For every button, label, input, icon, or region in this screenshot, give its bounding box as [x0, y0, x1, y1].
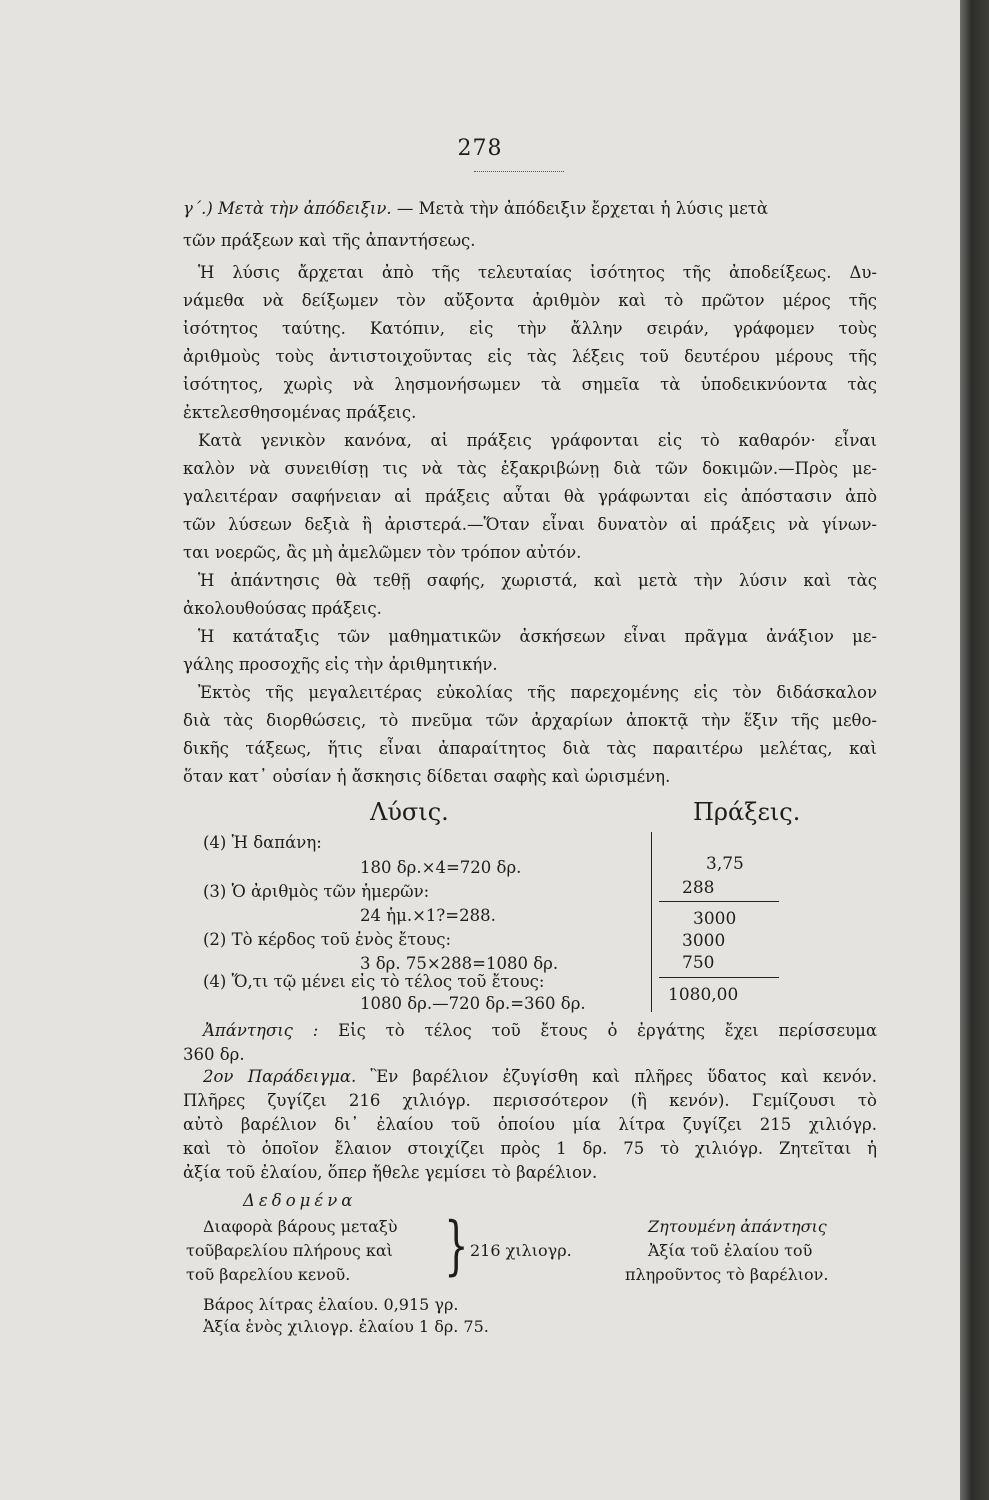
op-rule-2	[659, 977, 779, 978]
step-2-label: (3) Ὁ ἀριθμὸς τῶν ἡμερῶν:	[203, 882, 430, 901]
para5-line-1: Ἐκτὸς τῆς μεγαλειτέρας εὐκολίας τῆς παρεχομένης εἰς τὸν διδάσκαλον	[198, 683, 877, 702]
section-c-text: — Μετὰ τὴν ἀπόδειξιν ἔρχεται ἡ λύσις μετὰ	[396, 199, 769, 218]
step-3-label: (2) Τὸ κέρδος τοῦ ἑνὸς ἔτους:	[203, 930, 452, 949]
given-diff-line-2: τοῦβαρελίου πλήρους καὶ	[186, 1241, 393, 1260]
sought-line-2: πληροῦντος τὸ βαρέλιον.	[625, 1265, 829, 1284]
example2-line-1	[203, 1066, 877, 1088]
given-diff-line-1: Διαφορὰ βάρους μεταξὺ	[203, 1217, 398, 1236]
answer-text: Εἰς τὸ τέλος τοῦ ἔτους ὁ ἐργάτης ἔχει περίσσευμα	[338, 1021, 877, 1040]
example2-label: 2ον Παράδειγμα.	[203, 1067, 357, 1086]
para2-line-2: καλὸν νὰ συνειθίσῃ τις νὰ τὰς ἐξακριβώνῃ διὰ τῶν δοκιμῶν.—Πρὸς με-	[183, 459, 877, 478]
para1-line-1: Ἡ λύσις ἄρχεται ἀπὸ τῆς τελευταίας ἰσότητος τῆς ἀποδείξεως. Δυ-	[198, 263, 877, 282]
op-partial-3: 750	[682, 953, 715, 973]
step-1-label: (4) Ἡ δαπάνη:	[203, 833, 322, 852]
op-partial-2: 3000	[682, 931, 726, 951]
sought-line-1: Ἀξία τοῦ ἐλαίου τοῦ	[648, 1241, 813, 1260]
para4-line-2: γάλης προσοχῆς εἰς τὴν ἀριθμητικήν.	[183, 655, 498, 674]
para1-line-3: ἰσότητος ταύτης. Κατόπιν, εἰς τὴν ἄλλην σειράν, γράφομεν τοὺς	[183, 319, 877, 338]
para3-line-2: ἀκολουθούσας πράξεις.	[183, 599, 382, 618]
para2-line-3: γαλειτέραν σαφήνειαν αἱ πράξεις αὗται θὰ γράφωνται εἰς ἀπόστασιν ἀπὸ	[183, 487, 877, 506]
given-value-line: Ἀξία ἑνὸς χιλιογρ. ἐλαίου 1 δρ. 75.	[203, 1317, 489, 1336]
section-c-label: γ΄.) Μετὰ τὴν ἀπόδειξιν.	[183, 199, 392, 218]
operations-heading: Πράξεις.	[693, 798, 801, 826]
example2-line-3: αὐτὸ βαρέλιον δι᾽ ἐλαίου τοῦ ὁποίου μία λίτρα ζυγίζει 215 χιλιόγρ.	[183, 1115, 877, 1134]
op-multiplier: 288	[682, 878, 715, 898]
para1-line-2: νάμεθα νὰ δείξωμεν τὸν αὔξοντα ἀριθμὸν καὶ τὸ πρῶτον μέρος τῆς	[183, 291, 877, 310]
given-weight-line: Βάρος λίτρας ἐλαίου. 0,915 γρ.	[203, 1295, 459, 1314]
para4-line-1: Ἡ κατάταξις τῶν μαθηματικῶν ἀσκήσεων εἶναι πρᾶγμα ἀνάξιον με-	[198, 627, 877, 646]
para1-line-6: ἐκτελεσθησομένας πράξεις.	[183, 403, 417, 422]
para1-line-5: ἰσότητος, χωρὶς νὰ λησμονήσωμεν τὰ σημεῖα τὰ ὑποδεικνύοντα τὰς	[183, 375, 877, 394]
para2-line-1: Κατὰ γενικὸν κανόνα, αἱ πράξεις γράφονται εἰς τὸ καθαρόν· εἶναι	[198, 431, 877, 450]
section-c-line-2: τῶν πράξεων καὶ τῆς ἀπαντήσεως.	[183, 231, 476, 250]
step-2-calc: 24 ἡμ.×1?=288.	[360, 906, 496, 925]
example2-text: Ἓν βαρέλιον ἐζυγίσθη καὶ πλῆρες ὕδατος καὶ κενόν.	[370, 1067, 878, 1086]
para5-line-4: ὅταν κατ᾽ οὐσίαν ἡ ἄσκησις δίδεται σαφὴς καὶ ὡρισμένη.	[183, 767, 671, 786]
op-multiplicand: 3,75	[706, 854, 744, 874]
sought-heading: Ζητουμένη ἀπάντησις	[648, 1217, 827, 1236]
brace-icon: }	[444, 1209, 469, 1283]
para5-line-3: δικῆς τάξεως, ἥτις εἶναι ἀπαραίτητος διὰ τὰς παραιτέρω μελέτας, καὶ	[183, 739, 877, 758]
operations-divider	[651, 832, 652, 1012]
step-1-calc: 180 δρ.×4=720 δρ.	[360, 858, 522, 877]
example2-line-5: ἀξία τοῦ ἐλαίου, ὅπερ ἤθελε γεμίσει τὸ βαρέλιον.	[183, 1163, 598, 1182]
op-partial-1: 3000	[693, 909, 737, 929]
para2-line-4: τῶν λύσεων δεξιὰ ἢ ἀριστερά.—Ὅταν εἶναι δυνατὸν αἱ πράξεις νὰ γίνων-	[183, 515, 877, 534]
answer-label: Ἀπάντησις :	[203, 1021, 319, 1040]
section-c-line-1	[183, 198, 877, 220]
para3-line-1: Ἡ ἀπάντησις θὰ τεθῇ σαφής, χωριστά, καὶ μετὰ τὴν λύσιν καὶ τὰς	[198, 571, 877, 590]
book-gutter	[960, 0, 989, 1500]
page-number: 278	[457, 136, 503, 161]
op-result: 1080,00	[668, 985, 739, 1005]
step-3-calc: 3 δρ. 75×288=1080 δρ.	[360, 954, 559, 973]
example2-line-2: Πλῆρες ζυγίζει 216 χιλιόγρ. περισσότερον (ἢ κενόν). Γεμίζουσι τὸ	[183, 1091, 877, 1110]
para5-line-2: διὰ τὰς διορθώσεις, τὸ πνεῦμα τῶν ἀρχαρίων ἀποκτᾷ τὴν ἕξιν τῆς μεθο-	[183, 711, 877, 730]
para1-line-4: ἀριθμοὺς τοὺς ἀντιστοιχοῦντας εἰς τὰς λέξεις τοῦ δευτέρου μέρους τῆς	[183, 347, 877, 366]
step-4-calc: 1080 δρ.—720 δρ.=360 δρ.	[360, 994, 586, 1013]
para2-line-5: ται νοερῶς, ἂς μὴ ἀμελῶμεν τὸν τρόπον αὐτόν.	[183, 543, 582, 562]
given-diff-value: 216 χιλιογρ.	[470, 1241, 572, 1260]
answer-line-1	[203, 1020, 877, 1042]
solution-heading: Λύσις.	[370, 798, 449, 826]
example2-line-4: καὶ τὸ ὁποῖον ἔλαιον στοιχίζει πρὸς 1 δρ. 75 τὸ χιλιόγρ. Ζητεῖται ἡ	[183, 1139, 877, 1158]
op-rule-1	[659, 901, 779, 902]
page-number-rule	[474, 171, 564, 172]
step-4-label: (4) Ὅ,τι τῷ μένει εἰς τὸ τέλος τοῦ ἔτους:	[203, 972, 545, 991]
answer-line-2: 360 δρ.	[183, 1045, 245, 1064]
given-diff-line-3: τοῦ βαρελίου κενοῦ.	[186, 1265, 351, 1284]
given-heading: Δεδομένα	[243, 1191, 357, 1210]
